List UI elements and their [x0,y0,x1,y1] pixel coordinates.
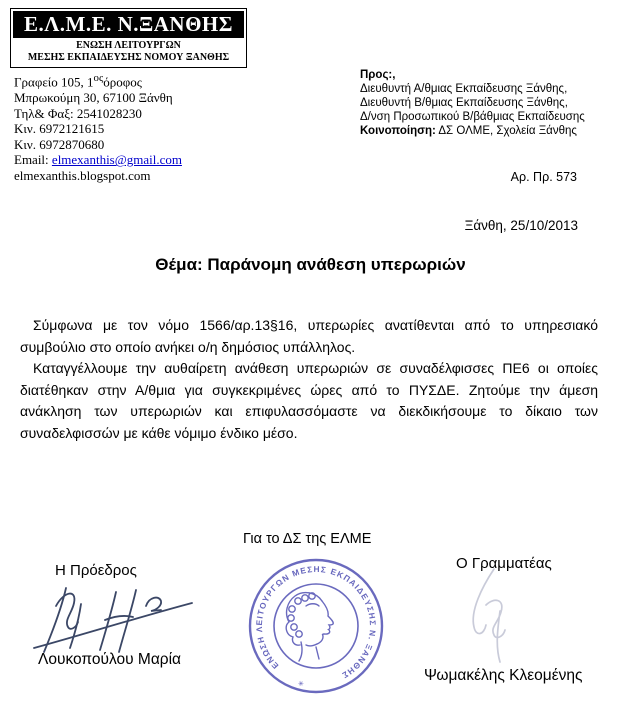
contact-address: Μπρωκούμη 30, 67100 Ξάνθη [14,89,173,105]
secretary-signature-strokes [473,569,505,662]
contact-office-ordinal: ος [93,72,104,84]
contact-email-label: Email: [14,152,52,168]
place-and-date: Ξάνθη, 25/10/2013 [464,218,578,233]
org-subtitle-line1: ΕΝΩΣΗ ΛΕΙΤΟΥΡΓΩΝ [76,40,181,51]
org-subtitle [13,38,244,65]
contact-phone: Τηλ& Φαξ: 2541028230 [14,105,142,121]
union-stamp [246,556,386,696]
secretary-title: Ο Γραμματέας [456,555,552,572]
contact-blog: elmexanthis.blogspot.com [14,167,151,183]
stamp-ring-text: ΕΝΩΣΗ ΛΕΙΤΟΥΡΓΩΝ ΜΕΣΗΣ ΕΚΠΑΙΔΕΥΣΗΣ Ν. ΞΑΝΘΗΣ [253,563,379,682]
body-paragraph-1: Σύμφωνα με τον νόμο 1566/αρ.13§16, υπερωρίες ανατίθενται από το υπηρεσιακό συμβούλιο στο οποίο ανήκει ο/η δημόσιος υπάλληλος. [20,317,598,355]
secretary-signature [448,567,543,667]
president-title: Η Πρόεδρος [55,562,137,579]
org-acronym: Ε.Λ.Μ.Ε. Ν.ΞΑΝΘΗΣ [13,11,244,38]
contact-mobile-1: Κιν. 6972121615 [14,121,105,137]
president-name: Λουκοπούλου Μαρία [38,651,181,668]
subject-line: Θέμα: Παράνομη ανάθεση υπερωριών [155,255,466,274]
stamp-bottom-mark: ✳ [298,681,304,688]
contact-block [14,71,182,183]
org-subtitle-line2: ΜΕΣΗΣ ΕΚΠΑΙΔΕΥΣΗΣ ΝΟΜΟΥ ΞΑΝΘΗΣ [27,52,230,63]
contact-mobile-2: Κιν. 6972870680 [14,136,105,152]
contact-office [14,71,182,90]
contact-email-line [14,152,182,168]
protocol-number: Αρ. Πρ. 573 [510,170,577,184]
president-signature [28,576,198,661]
letter-body [20,315,598,444]
body-paragraph-2: Καταγγέλλουμε την αυθαίρετη ανάθεση υπερωριών σε συναδέλφισσες ΠΕ6 οι οποίες διατέθηκαν στην Α/θμια για συγκεκριμένες ώρες από το ΠΥΣΔΕ. Ζητούμε την άμεση ανάκληση των υπερωριών και επιφυλασσόμαστε να διεκδικήσουμε το δίκαιο των συναδελφισσών με κάθε νόμιμο ένδικο μέσο. [20,360,598,441]
recipient-line: Διευθυντή Β/θμιας Εκπαίδευσης Ξάνθης, [360,97,568,109]
email-link[interactable]: elmexanthis@gmail.com [51,152,182,168]
on-behalf-line: Για το ΔΣ της ΕΛΜΕ [243,531,372,547]
org-logo-box [10,8,247,68]
secretary-name: Ψωμακέλης Κλεομένης [424,667,583,684]
recipients-cc-value: ΔΣ ΟΛΜΕ, Σχολεία Ξάνθης [435,125,577,137]
classical-head-icon [286,593,333,661]
stamp-graphic [250,560,382,692]
president-signature-strokes [34,588,192,652]
recipients-cc-label: Κοινοποίηση: [360,125,436,137]
recipients-block [360,68,585,138]
recipient-line: Διευθυντή Α/θμιας Εκπαίδευσης Ξάνθης, [360,83,568,95]
recipients-cc-line [360,124,585,138]
recipients-to-label: Προς:, [360,69,396,81]
contact-office-suffix: όροφος [103,74,142,90]
recipient-line: Δ/νση Προσωπικού Β/βάθμιας Εκπαίδευσης [360,111,585,123]
contact-office-prefix: Γραφείο 105, 1 [14,74,94,90]
